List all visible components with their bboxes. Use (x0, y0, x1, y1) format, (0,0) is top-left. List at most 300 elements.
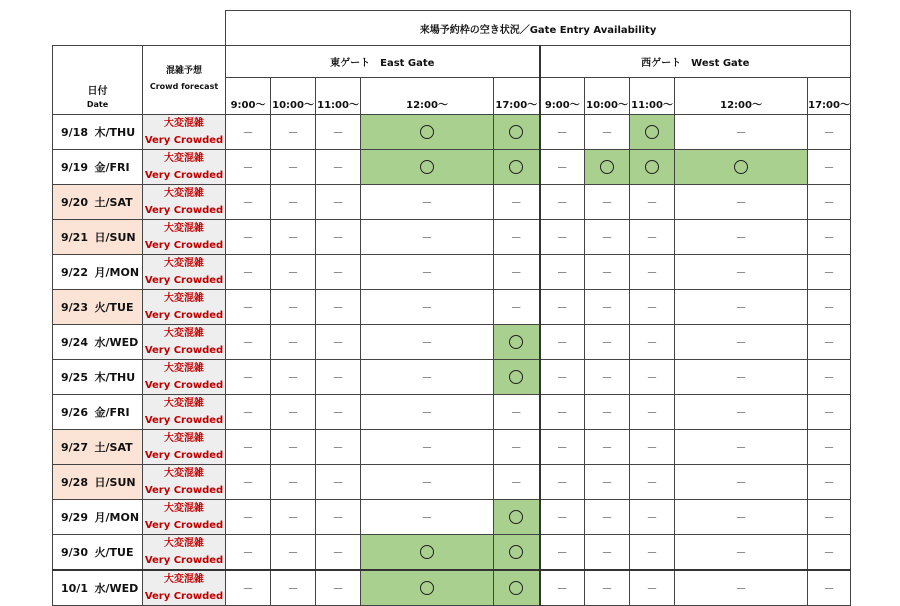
forecast-en: Very Crowded (144, 345, 224, 356)
west-slot-4-unavailable (808, 255, 851, 290)
east-slot-2-unavailable (316, 430, 361, 465)
unavailable-dash: － (601, 336, 613, 349)
unavailable-dash: － (556, 511, 568, 524)
forecast-en: Very Crowded (144, 415, 224, 426)
forecast-en: Very Crowded (144, 450, 224, 461)
unavailable-dash: － (242, 476, 254, 489)
unavailable-dash: － (332, 231, 344, 244)
west-slot-1-unavailable (585, 115, 630, 150)
east-time-1700: 17:00～ (494, 78, 540, 115)
unavailable-dash: － (823, 476, 835, 489)
west-slot-1-unavailable (585, 430, 630, 465)
forecast-ja: 大変混雑 (164, 503, 205, 514)
row-crowd-forecast (143, 255, 226, 290)
east-slot-3-available (361, 570, 494, 606)
east-slot-3-unavailable (361, 185, 494, 220)
unavailable-dash: － (646, 582, 658, 595)
west-slot-3-unavailable (675, 115, 808, 150)
west-slot-1-unavailable (585, 255, 630, 290)
row-crowd-forecast (143, 465, 226, 500)
west-slot-3-available (675, 150, 808, 185)
west-slot-4-unavailable (808, 325, 851, 360)
east-slot-4-available (494, 500, 540, 535)
east-slot-4-unavailable (494, 430, 540, 465)
east-slot-0-unavailable (226, 465, 271, 500)
east-slot-3-available (361, 150, 494, 185)
unavailable-dash: － (735, 196, 747, 209)
east-slot-3-unavailable (361, 360, 494, 395)
unavailable-dash: － (421, 196, 433, 209)
west-slot-0-unavailable (540, 185, 585, 220)
east-slot-2-unavailable (316, 535, 361, 571)
table-row (53, 430, 851, 465)
row-date: 9/23 (53, 290, 93, 325)
forecast-en: Very Crowded (144, 170, 224, 181)
west-slot-4-unavailable (808, 220, 851, 255)
unavailable-dash: － (556, 336, 568, 349)
west-slot-1-unavailable (585, 395, 630, 430)
east-slot-3-unavailable (361, 430, 494, 465)
row-crowd-forecast (143, 430, 226, 465)
unavailable-dash: － (242, 371, 254, 384)
row-crowd-forecast (143, 115, 226, 150)
west-slot-3-unavailable (675, 325, 808, 360)
unavailable-dash: － (646, 266, 658, 279)
available-circle-icon (645, 125, 659, 139)
unavailable-dash: － (556, 406, 568, 419)
west-slot-0-unavailable (540, 535, 585, 571)
unavailable-dash: － (735, 546, 747, 559)
row-day-of-week: 金/FRI (93, 395, 143, 430)
west-time-1000: 10:00～ (585, 78, 630, 115)
east-slot-0-unavailable (226, 220, 271, 255)
unavailable-dash: － (421, 441, 433, 454)
row-day-of-week: 木/THU (93, 115, 143, 150)
west-slot-3-unavailable (675, 535, 808, 571)
unavailable-dash: － (735, 582, 747, 595)
unavailable-dash: － (556, 546, 568, 559)
row-day-of-week: 月/MON (93, 500, 143, 535)
unavailable-dash: － (287, 582, 299, 595)
east-slot-0-unavailable (226, 570, 271, 606)
unavailable-dash: － (823, 196, 835, 209)
west-slot-4-unavailable (808, 465, 851, 500)
available-circle-icon (509, 370, 523, 384)
forecast-ja: 大変混雑 (164, 538, 205, 549)
west-slot-2-unavailable (630, 430, 675, 465)
east-slot-0-unavailable (226, 325, 271, 360)
east-slot-2-unavailable (316, 220, 361, 255)
forecast-header-ja: 混雑予想 (166, 66, 203, 76)
table-row (53, 535, 851, 571)
west-slot-1-unavailable (585, 325, 630, 360)
west-slot-2-unavailable (630, 220, 675, 255)
unavailable-dash: － (287, 546, 299, 559)
forecast-en: Very Crowded (144, 520, 224, 531)
east-slot-4-available (494, 360, 540, 395)
table-row (53, 325, 851, 360)
west-slot-1-unavailable (585, 500, 630, 535)
east-time-1200: 12:00～ (361, 78, 494, 115)
unavailable-dash: － (556, 161, 568, 174)
unavailable-dash: － (556, 196, 568, 209)
east-slot-2-unavailable (316, 360, 361, 395)
east-slot-1-unavailable (271, 150, 316, 185)
forecast-ja: 大変混雑 (164, 433, 205, 444)
west-slot-0-unavailable (540, 570, 585, 606)
row-date: 10/1 (53, 570, 93, 606)
header-blank (53, 11, 226, 46)
unavailable-dash: － (601, 231, 613, 244)
unavailable-dash: － (646, 196, 658, 209)
unavailable-dash: － (287, 126, 299, 139)
unavailable-dash: － (242, 511, 254, 524)
unavailable-dash: － (332, 406, 344, 419)
row-date: 9/25 (53, 360, 93, 395)
forecast-en: Very Crowded (144, 555, 224, 566)
unavailable-dash: － (510, 476, 522, 489)
unavailable-dash: － (735, 371, 747, 384)
west-slot-3-unavailable (675, 220, 808, 255)
east-slot-0-unavailable (226, 430, 271, 465)
east-slot-2-unavailable (316, 185, 361, 220)
unavailable-dash: － (823, 266, 835, 279)
west-slot-1-unavailable (585, 570, 630, 606)
row-day-of-week: 水/WED (93, 325, 143, 360)
east-slot-1-unavailable (271, 220, 316, 255)
unavailable-dash: － (242, 126, 254, 139)
row-day-of-week: 水/WED (93, 570, 143, 606)
forecast-ja: 大変混雑 (164, 118, 205, 129)
west-slot-3-unavailable (675, 430, 808, 465)
west-slot-0-unavailable (540, 395, 585, 430)
east-slot-3-available (361, 535, 494, 571)
west-slot-3-unavailable (675, 570, 808, 606)
forecast-ja: 大変混雑 (164, 258, 205, 269)
unavailable-dash: － (646, 441, 658, 454)
table-row (53, 360, 851, 395)
unavailable-dash: － (421, 371, 433, 384)
row-crowd-forecast (143, 220, 226, 255)
row-crowd-forecast (143, 535, 226, 571)
row-day-of-week: 日/SUN (93, 465, 143, 500)
east-slot-0-unavailable (226, 395, 271, 430)
east-slot-3-available (361, 115, 494, 150)
unavailable-dash: － (735, 441, 747, 454)
east-slot-1-unavailable (271, 430, 316, 465)
available-circle-icon (509, 510, 523, 524)
table-row (53, 395, 851, 430)
west-slot-2-unavailable (630, 185, 675, 220)
unavailable-dash: － (287, 476, 299, 489)
west-slot-3-unavailable (675, 500, 808, 535)
west-gate-header: 西ゲート West Gate (540, 46, 851, 78)
unavailable-dash: － (601, 196, 613, 209)
west-time-1100: 11:00～ (630, 78, 675, 115)
west-slot-3-unavailable (675, 360, 808, 395)
west-slot-4-unavailable (808, 360, 851, 395)
row-crowd-forecast (143, 500, 226, 535)
west-slot-0-unavailable (540, 360, 585, 395)
unavailable-dash: － (556, 301, 568, 314)
east-slot-0-unavailable (226, 150, 271, 185)
unavailable-dash: － (735, 266, 747, 279)
forecast-ja: 大変混雑 (164, 328, 205, 339)
east-slot-4-unavailable (494, 255, 540, 290)
unavailable-dash: － (242, 196, 254, 209)
unavailable-dash: － (421, 336, 433, 349)
forecast-ja: 大変混雑 (164, 363, 205, 374)
unavailable-dash: － (332, 126, 344, 139)
unavailable-dash: － (646, 231, 658, 244)
unavailable-dash: － (735, 336, 747, 349)
west-slot-4-unavailable (808, 395, 851, 430)
west-slot-2-unavailable (630, 360, 675, 395)
unavailable-dash: － (646, 476, 658, 489)
east-slot-1-unavailable (271, 325, 316, 360)
unavailable-dash: － (421, 511, 433, 524)
forecast-en: Very Crowded (144, 380, 224, 391)
availability-table-container (52, 10, 850, 606)
east-slot-3-unavailable (361, 220, 494, 255)
east-slot-1-unavailable (271, 500, 316, 535)
row-day-of-week: 木/THU (93, 360, 143, 395)
unavailable-dash: － (601, 301, 613, 314)
unavailable-dash: － (510, 406, 522, 419)
east-slot-4-available (494, 570, 540, 606)
east-time-0900: 9:00～ (226, 78, 271, 115)
table-row (53, 255, 851, 290)
east-slot-4-available (494, 115, 540, 150)
unavailable-dash: － (601, 476, 613, 489)
west-slot-0-unavailable (540, 430, 585, 465)
unavailable-dash: － (556, 126, 568, 139)
west-slot-3-unavailable (675, 185, 808, 220)
east-time-1100: 11:00～ (316, 78, 361, 115)
unavailable-dash: － (556, 231, 568, 244)
forecast-en: Very Crowded (144, 485, 224, 496)
table-row (53, 185, 851, 220)
unavailable-dash: － (242, 582, 254, 595)
west-slot-4-unavailable (808, 185, 851, 220)
row-date: 9/26 (53, 395, 93, 430)
unavailable-dash: － (601, 126, 613, 139)
east-slot-4-unavailable (494, 465, 540, 500)
east-slot-3-unavailable (361, 465, 494, 500)
west-slot-2-unavailable (630, 290, 675, 325)
west-slot-0-unavailable (540, 220, 585, 255)
unavailable-dash: － (823, 406, 835, 419)
unavailable-dash: － (823, 546, 835, 559)
availability-table (52, 10, 851, 606)
unavailable-dash: － (601, 546, 613, 559)
unavailable-dash: － (242, 301, 254, 314)
unavailable-dash: － (823, 371, 835, 384)
unavailable-dash: － (735, 301, 747, 314)
row-day-of-week: 日/SUN (93, 220, 143, 255)
date-header-en: Date (86, 100, 109, 109)
east-slot-1-unavailable (271, 115, 316, 150)
unavailable-dash: － (735, 511, 747, 524)
unavailable-dash: － (646, 511, 658, 524)
unavailable-dash: － (823, 582, 835, 595)
east-slot-1-unavailable (271, 570, 316, 606)
available-circle-icon (420, 160, 434, 174)
unavailable-dash: － (332, 546, 344, 559)
forecast-ja: 大変混雑 (164, 468, 205, 479)
available-circle-icon (420, 125, 434, 139)
row-date: 9/20 (53, 185, 93, 220)
unavailable-dash: － (601, 511, 613, 524)
east-slot-4-unavailable (494, 185, 540, 220)
unavailable-dash: － (421, 231, 433, 244)
row-date: 9/30 (53, 535, 93, 571)
west-slot-4-unavailable (808, 535, 851, 571)
unavailable-dash: － (646, 371, 658, 384)
forecast-en: Very Crowded (144, 135, 224, 146)
table-row (53, 220, 851, 255)
west-slot-2-unavailable (630, 325, 675, 360)
west-slot-1-unavailable (585, 185, 630, 220)
table-row (53, 570, 851, 606)
unavailable-dash: － (332, 582, 344, 595)
available-circle-icon (420, 545, 434, 559)
west-slot-3-unavailable (675, 465, 808, 500)
unavailable-dash: － (823, 161, 835, 174)
unavailable-dash: － (421, 266, 433, 279)
row-day-of-week: 火/TUE (93, 535, 143, 571)
west-slot-2-unavailable (630, 255, 675, 290)
unavailable-dash: － (735, 126, 747, 139)
unavailable-dash: － (287, 441, 299, 454)
east-slot-1-unavailable (271, 255, 316, 290)
unavailable-dash: － (601, 371, 613, 384)
east-slot-2-unavailable (316, 255, 361, 290)
east-slot-1-unavailable (271, 185, 316, 220)
west-slot-4-unavailable (808, 290, 851, 325)
east-slot-2-unavailable (316, 570, 361, 606)
unavailable-dash: － (556, 582, 568, 595)
availability-rows (53, 115, 851, 606)
table-title: 来場予約枠の空き状況／Gate Entry Availability (226, 11, 851, 46)
unavailable-dash: － (823, 336, 835, 349)
unavailable-dash: － (735, 231, 747, 244)
unavailable-dash: － (823, 231, 835, 244)
unavailable-dash: － (556, 476, 568, 489)
table-row (53, 500, 851, 535)
unavailable-dash: － (287, 301, 299, 314)
available-circle-icon (600, 160, 614, 174)
unavailable-dash: － (332, 371, 344, 384)
date-header-ja: 日付 (87, 86, 108, 97)
row-crowd-forecast (143, 185, 226, 220)
east-slot-0-unavailable (226, 185, 271, 220)
forecast-ja: 大変混雑 (164, 293, 205, 304)
table-row (53, 150, 851, 185)
east-time-1000: 10:00～ (271, 78, 316, 115)
unavailable-dash: － (510, 266, 522, 279)
unavailable-dash: － (601, 441, 613, 454)
forecast-header-en: Crowd forecast (149, 82, 219, 91)
row-day-of-week: 土/SAT (93, 430, 143, 465)
west-slot-0-unavailable (540, 290, 585, 325)
available-circle-icon (509, 125, 523, 139)
east-slot-3-unavailable (361, 290, 494, 325)
row-date: 9/21 (53, 220, 93, 255)
date-column-header (53, 46, 143, 115)
east-slot-2-unavailable (316, 465, 361, 500)
unavailable-dash: － (287, 266, 299, 279)
west-slot-1-available (585, 150, 630, 185)
east-slot-4-available (494, 150, 540, 185)
west-slot-2-unavailable (630, 570, 675, 606)
row-day-of-week: 火/TUE (93, 290, 143, 325)
unavailable-dash: － (823, 301, 835, 314)
row-date: 9/24 (53, 325, 93, 360)
row-date: 9/29 (53, 500, 93, 535)
unavailable-dash: － (510, 196, 522, 209)
unavailable-dash: － (601, 582, 613, 595)
unavailable-dash: － (242, 406, 254, 419)
east-slot-2-unavailable (316, 500, 361, 535)
unavailable-dash: － (242, 546, 254, 559)
unavailable-dash: － (735, 406, 747, 419)
forecast-ja: 大変混雑 (164, 574, 205, 585)
east-slot-2-unavailable (316, 395, 361, 430)
west-slot-0-unavailable (540, 500, 585, 535)
unavailable-dash: － (646, 336, 658, 349)
row-crowd-forecast (143, 325, 226, 360)
unavailable-dash: － (646, 301, 658, 314)
east-slot-3-unavailable (361, 395, 494, 430)
forecast-ja: 大変混雑 (164, 398, 205, 409)
west-time-1700: 17:00～ (808, 78, 851, 115)
west-slot-2-unavailable (630, 395, 675, 430)
east-slot-0-unavailable (226, 115, 271, 150)
unavailable-dash: － (510, 231, 522, 244)
forecast-ja: 大変混雑 (164, 188, 205, 199)
west-slot-0-unavailable (540, 325, 585, 360)
unavailable-dash: － (287, 371, 299, 384)
table-row (53, 290, 851, 325)
east-slot-3-unavailable (361, 255, 494, 290)
row-day-of-week: 月/MON (93, 255, 143, 290)
available-circle-icon (420, 581, 434, 595)
row-crowd-forecast (143, 395, 226, 430)
forecast-column-header (143, 46, 226, 115)
unavailable-dash: － (510, 301, 522, 314)
east-slot-4-available (494, 535, 540, 571)
east-slot-4-unavailable (494, 395, 540, 430)
forecast-en: Very Crowded (144, 240, 224, 251)
unavailable-dash: － (556, 266, 568, 279)
unavailable-dash: － (823, 511, 835, 524)
west-slot-4-unavailable (808, 115, 851, 150)
west-time-1200: 12:00～ (675, 78, 808, 115)
unavailable-dash: － (242, 336, 254, 349)
unavailable-dash: － (332, 476, 344, 489)
row-crowd-forecast (143, 360, 226, 395)
west-slot-1-unavailable (585, 535, 630, 571)
available-circle-icon (645, 160, 659, 174)
west-slot-3-unavailable (675, 255, 808, 290)
west-slot-0-unavailable (540, 255, 585, 290)
east-slot-0-unavailable (226, 360, 271, 395)
west-slot-4-unavailable (808, 150, 851, 185)
west-slot-4-unavailable (808, 500, 851, 535)
west-slot-2-unavailable (630, 500, 675, 535)
west-slot-0-unavailable (540, 115, 585, 150)
